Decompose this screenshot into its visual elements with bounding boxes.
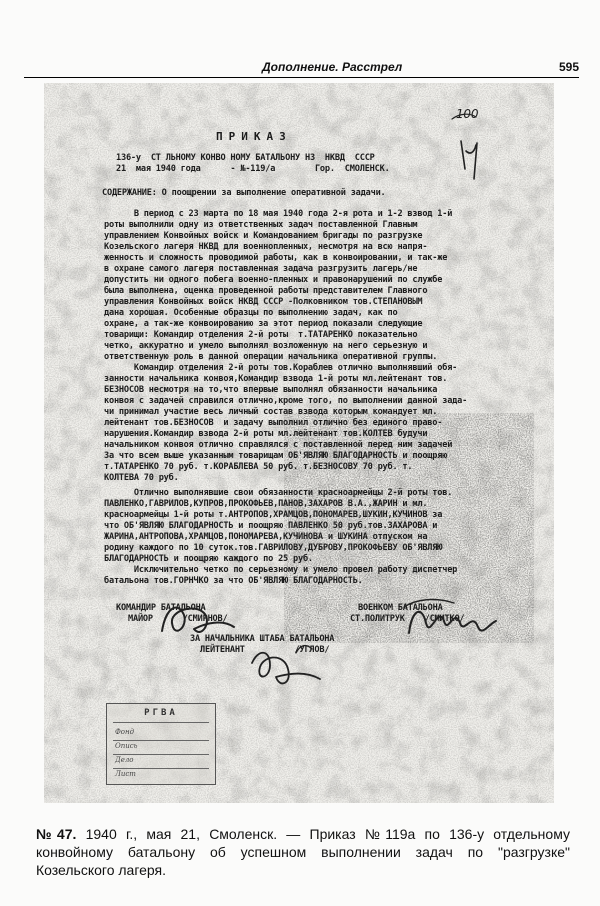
body-line: лейтенант тов.БЕЗНОСОВ и задачу выполнил отлично без единого право- — [104, 418, 443, 428]
chief-staff-title: ЗА НАЧАЛЬНИКА ШТАБА БАТАЛЬОНА — [190, 634, 335, 644]
body-line: Исключительно четко по серьезному и умело провел работу диспетчер — [104, 565, 458, 575]
order-title: ПРИКАЗ — [216, 130, 292, 143]
body-line: Командир отделения 2-й роты тов.Кораблев отлично выполнявший обя- — [104, 363, 458, 373]
body-line: конвоя с задачей справился отлично,кроме того, по выполнении данной зада- — [104, 396, 468, 406]
unit-line: 136-у СТ ЛЬНОМУ КОНВО НОМУ БАТАЛЬОНУ НЗ НКВД СССР — [116, 153, 375, 163]
chief-staff-rank: ЛЕЙТЕНАНТ /УГЛОВ/ — [200, 645, 330, 655]
body-line: допустить ни одного побега военно-пленных и правонарушений по службе — [104, 275, 443, 285]
body-line: нарушения.Командир взвода 2-й роты мл.лейтенант тов.КОЛТЕВ будучи — [104, 429, 428, 439]
body-line: чи принимал участие весь личный состав взвода которым командует мл. — [104, 407, 438, 417]
body-line: т.ТАТАРЕНКО 70 руб. т.КОРАБЛЕВА 50 руб. т.БЕЗНОСОВУ 70 руб. т. — [104, 462, 413, 472]
stamp-row: Дело — [115, 756, 134, 764]
body-line: За что всем выше указанным товарищам ОБ'ЯВЛЯЮ БЛАГОДАРНОСТЬ и поощряю — [104, 451, 448, 461]
body-line: БЛАГОДАРНОСТЬ и поощряю каждого по 25 руб. — [104, 554, 313, 564]
running-head-title: Дополнение. Расстрел — [262, 60, 403, 74]
page-header — [24, 60, 579, 76]
margin-note: 100 — [456, 107, 479, 121]
body-line: красноармейцы 1-й роты т.АНТРОПОВ,ХРАМЦОВ,ПОНОМАРЕВ,ШУКИН,КУЧИНОВ за — [104, 510, 443, 520]
body-line: ЖАРИНА,АНТРОПОВА,ХРАМЦОВ,ПОНОМАРЕВА,КУЧИНОВА и ШУКИНА отпуском на — [104, 532, 428, 542]
body-line: управлением Конвойных войск и Командованием бригады по разгрузке — [104, 231, 423, 241]
body-line: КОЛТЕВА 70 руб. — [104, 473, 179, 483]
commander-rank: МАЙОР /СМИРНОВ/ — [128, 614, 228, 624]
body-line: занности начальника конвоя,Командир взвода 1-й роты мл.лейтенант тов. — [104, 374, 448, 384]
body-line: родину каждого по 10 суток.тов.ГАВРИЛОВУ,ДУБРОВУ,ПРОКОФЬЕВУ ОБ'ЯВЛЯЮ — [104, 543, 443, 553]
body-line: четко, аккуратно и умело выполнял возложенную на него серьезную и — [104, 341, 428, 351]
body-line: ПАВЛЕНКО,ГАВРИЛОВ,КУПРОВ,ПРОКОФЬЕВ,ПАНОВ,ЗАХАРОВ В.А.,ЖАРИН и мл. — [104, 499, 428, 509]
body-line: батальона тов.ГОРНЧКО за что ОБ'ЯВЛЯЮ БЛАГОДАРНОСТЬ. — [104, 576, 363, 586]
date-line: 21 мая 1940 года - №-119/а Гор. СМОЛЕНСК. — [116, 164, 390, 174]
body-line: Отлично выполнявшие свои обязанности красноармейцы 2-й роты тов. — [104, 488, 453, 498]
caption-number: №47. — [36, 826, 77, 842]
body-line: Козельского лагеря НКВД для военнопленных, несмотря на всю напря- — [104, 242, 428, 252]
scanned-document — [44, 83, 554, 803]
body-line: была выполнена, оценка проведенной работы представителем Главного — [104, 286, 428, 296]
page-number: 595 — [558, 60, 579, 74]
header-rule — [24, 77, 579, 78]
stamp-row: Фонд — [115, 728, 135, 736]
body-line: в охране самого лагеря поставленная задача разгрузить лагерь/не — [104, 264, 418, 274]
commissar-rank: СТ.ПОЛИТРУК /СМИТКО/ — [350, 614, 465, 624]
commander-title: КОМАНДИР БАТАЛЬОНА — [116, 603, 206, 613]
caption-text: 1940 г., мая 21, Смоленск. — Приказ №119а по 136-у отдельному конвойному батальону об успешном выполнении задач по "разгрузке" Козельского лагеря. — [36, 826, 570, 878]
body-line: роты выполнили одну из ответственных задач поставленной Главным — [104, 220, 418, 230]
commissar-title: ВОЕНКОМ БАТАЛЬОНА — [358, 603, 443, 613]
stamp-rule — [113, 722, 209, 723]
stamp-row: Опись — [115, 742, 138, 750]
stamp-head: РГВА — [144, 708, 178, 718]
archive-stamp — [106, 703, 216, 785]
body-line: дана хорошая. Особенные образцы по выполнению задач, как по — [104, 308, 398, 318]
document-caption — [36, 825, 570, 879]
body-line: ответственную роль в данной операции начальника оперативной группы. — [104, 352, 438, 362]
body-line: В период с 23 марта по 18 мая 1940 года 2-я рота и 1-2 взвод 1-й — [104, 209, 453, 219]
body-line: товарищи: Командир отделения 2-й роты т.ТАТАРЕНКО показательно — [104, 330, 418, 340]
stamp-rule — [113, 754, 209, 755]
stamp-row: Лист — [115, 770, 136, 778]
stamp-rule — [113, 740, 209, 741]
body-line: начальником конвоя отлично справлялся с поставленной перед ним задачей — [104, 440, 453, 450]
body-line: БЕЗНОСОВ несмотря на то,что впервые выполнял обязанности начальника — [104, 385, 438, 395]
body-line: управления Конвойных войск НКВД СССР -Полковником тов.СТЕПАНОВЫМ — [104, 297, 423, 307]
stamp-rule — [113, 768, 209, 769]
body-line: женность и сложность проводимой работы, как в конвоировании, и так-же — [104, 253, 448, 263]
body-line: охране, а так-же конвоированию за этот период показали следующие — [104, 319, 423, 329]
subject-line: СОДЕРЖАНИЕ: О поощрении за выполнение оперативной задачи. — [102, 188, 386, 198]
handwritten-signatures — [44, 83, 554, 803]
body-line: что ОБ'ЯВЛЯЮ БЛАГОДАРНОСТЬ и поощряю ПАВЛЕНКО 50 руб.тов.ЗАХАРОВА и — [104, 521, 438, 531]
